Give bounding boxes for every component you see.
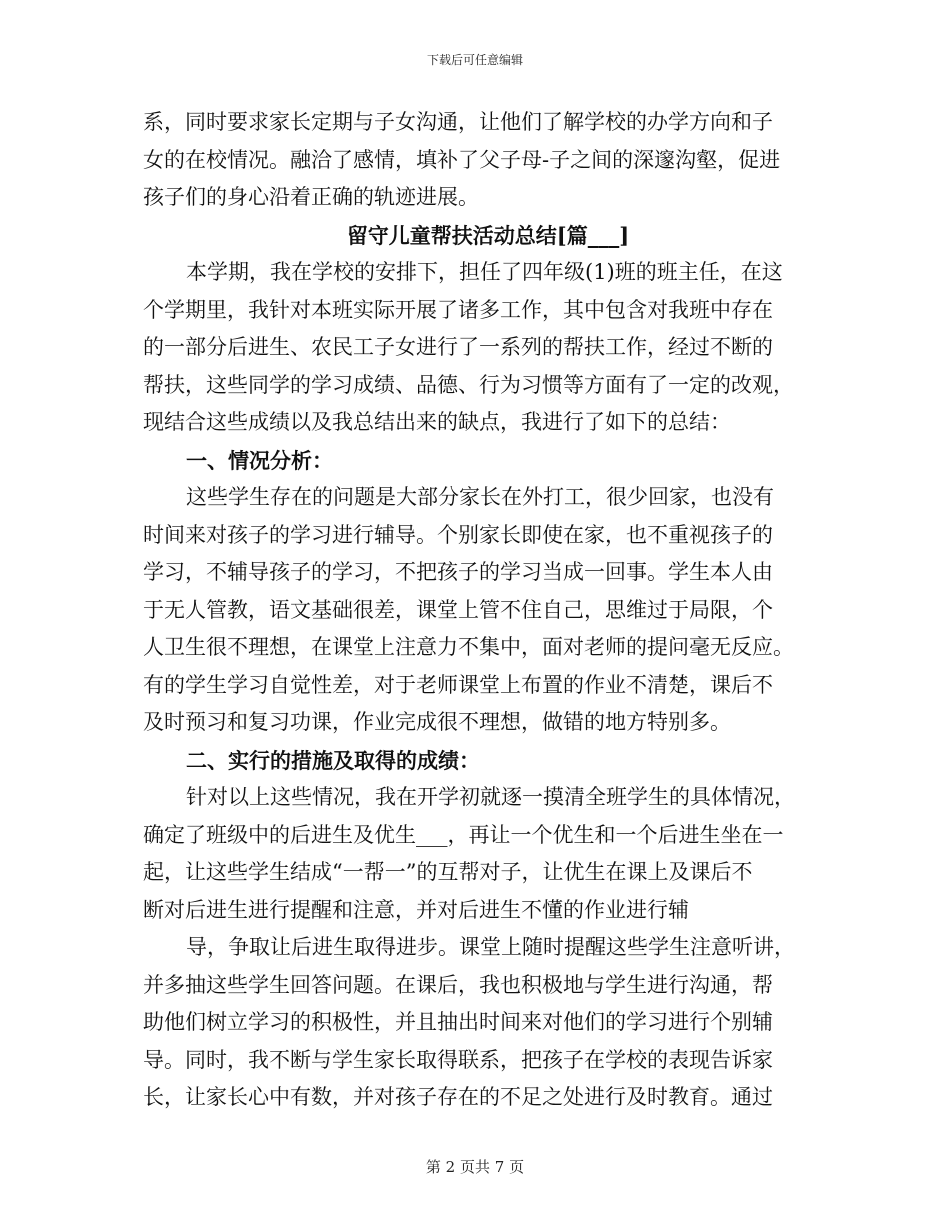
body-line: 人卫生很不理想，在课堂上注意力不集中，面对老师的提问毫无反应。: [143, 635, 794, 659]
body-line: 并多抽这些学生回答问题。在课后，我也积极地与学生进行沟通，帮: [143, 972, 773, 997]
body-line: 这些学生存在的问题是大部分家长在外打工，很少回家，也没有: [186, 485, 774, 509]
body-line: 导。同时，我不断与学生家长取得联系，把孩子在学校的表现告诉家: [143, 1047, 773, 1072]
body-line: 断对后进生进行提醒和注意，并对后进生不懂的作业进行辅: [143, 897, 689, 922]
body-line: 确定了班级中的后进生及优生___，再让一个优生和一个后进生坐在一: [143, 822, 784, 847]
body-line: 现结合这些成绩以及我总结出来的缺点，我进行了如下的总结：: [143, 410, 731, 434]
body-line: 孩子们的身心沿着正确的轨迹进展。: [143, 185, 479, 209]
body-line: 时间来对孩子的学习进行辅导。个别家长即使在家，也不重视孩子的: [143, 522, 773, 547]
body-line: 及时预习和复习功课，作业完成很不理想，做错的地方特别多。: [143, 710, 731, 734]
document-body: [143, 104, 813, 1117]
page-header: 下载后可任意编辑: [426, 53, 523, 67]
body-line: 系，同时要求家长定期与子女沟通，让他们了解学校的办学方向和子: [143, 110, 773, 134]
body-line: 女的在校情况。融洽了感情，填补了父子母-子之间的深邃沟壑，促进: [143, 147, 781, 172]
body-line: 学习，不辅导孩子的学习，不把孩子的学习当成一回事。学生本人由: [143, 560, 773, 584]
body-line: 针对以上这些情况，我在开学初就逐一摸清全班学生的具体情况，: [186, 785, 795, 809]
body-line: 的一部分后进生、农民工子女进行了一系列的帮扶工作，经过不断的: [143, 335, 773, 359]
body-line: 导，争取让后进生取得进步。课堂上随时提醒这些学生注意听讲，: [186, 935, 795, 959]
body-line: 助他们树立学习的积极性，并且抽出时间来对他们的学习进行个别辅: [143, 1010, 773, 1034]
body-line: 于无人管教，语文基础很差，课堂上管不住自己，思维过于局限，个: [143, 597, 773, 622]
page-footer: 第 2 页共 7 页: [425, 1158, 525, 1176]
body-line: 个学期里，我针对本班实际开展了诸多工作，其中包含对我班中存在: [143, 297, 773, 322]
section-title: 留守儿童帮扶活动总结[篇___]: [346, 222, 630, 248]
subheading-situation: 一、情况分析：: [186, 447, 333, 473]
subheading-measures: 二、实行的措施及取得的成绩：: [186, 747, 480, 773]
body-line: 长，让家长心中有数，并对孩子存在的不足之处进行及时教育。通过: [143, 1085, 773, 1109]
body-line: 本学期，我在学校的安排下，担任了四年级(1)班的班主任，在这: [186, 260, 783, 284]
body-line: 起，让这些学生结成“一帮一”的互帮对子，让优生在课上及课后不: [143, 860, 753, 884]
body-line: 有的学生学习自觉性差，对于老师课堂上布置的作业不清楚，课后不: [143, 672, 773, 697]
body-line: 帮扶，这些同学的学习成绩、品德、行为习惯等方面有了一定的改观，: [143, 372, 794, 397]
